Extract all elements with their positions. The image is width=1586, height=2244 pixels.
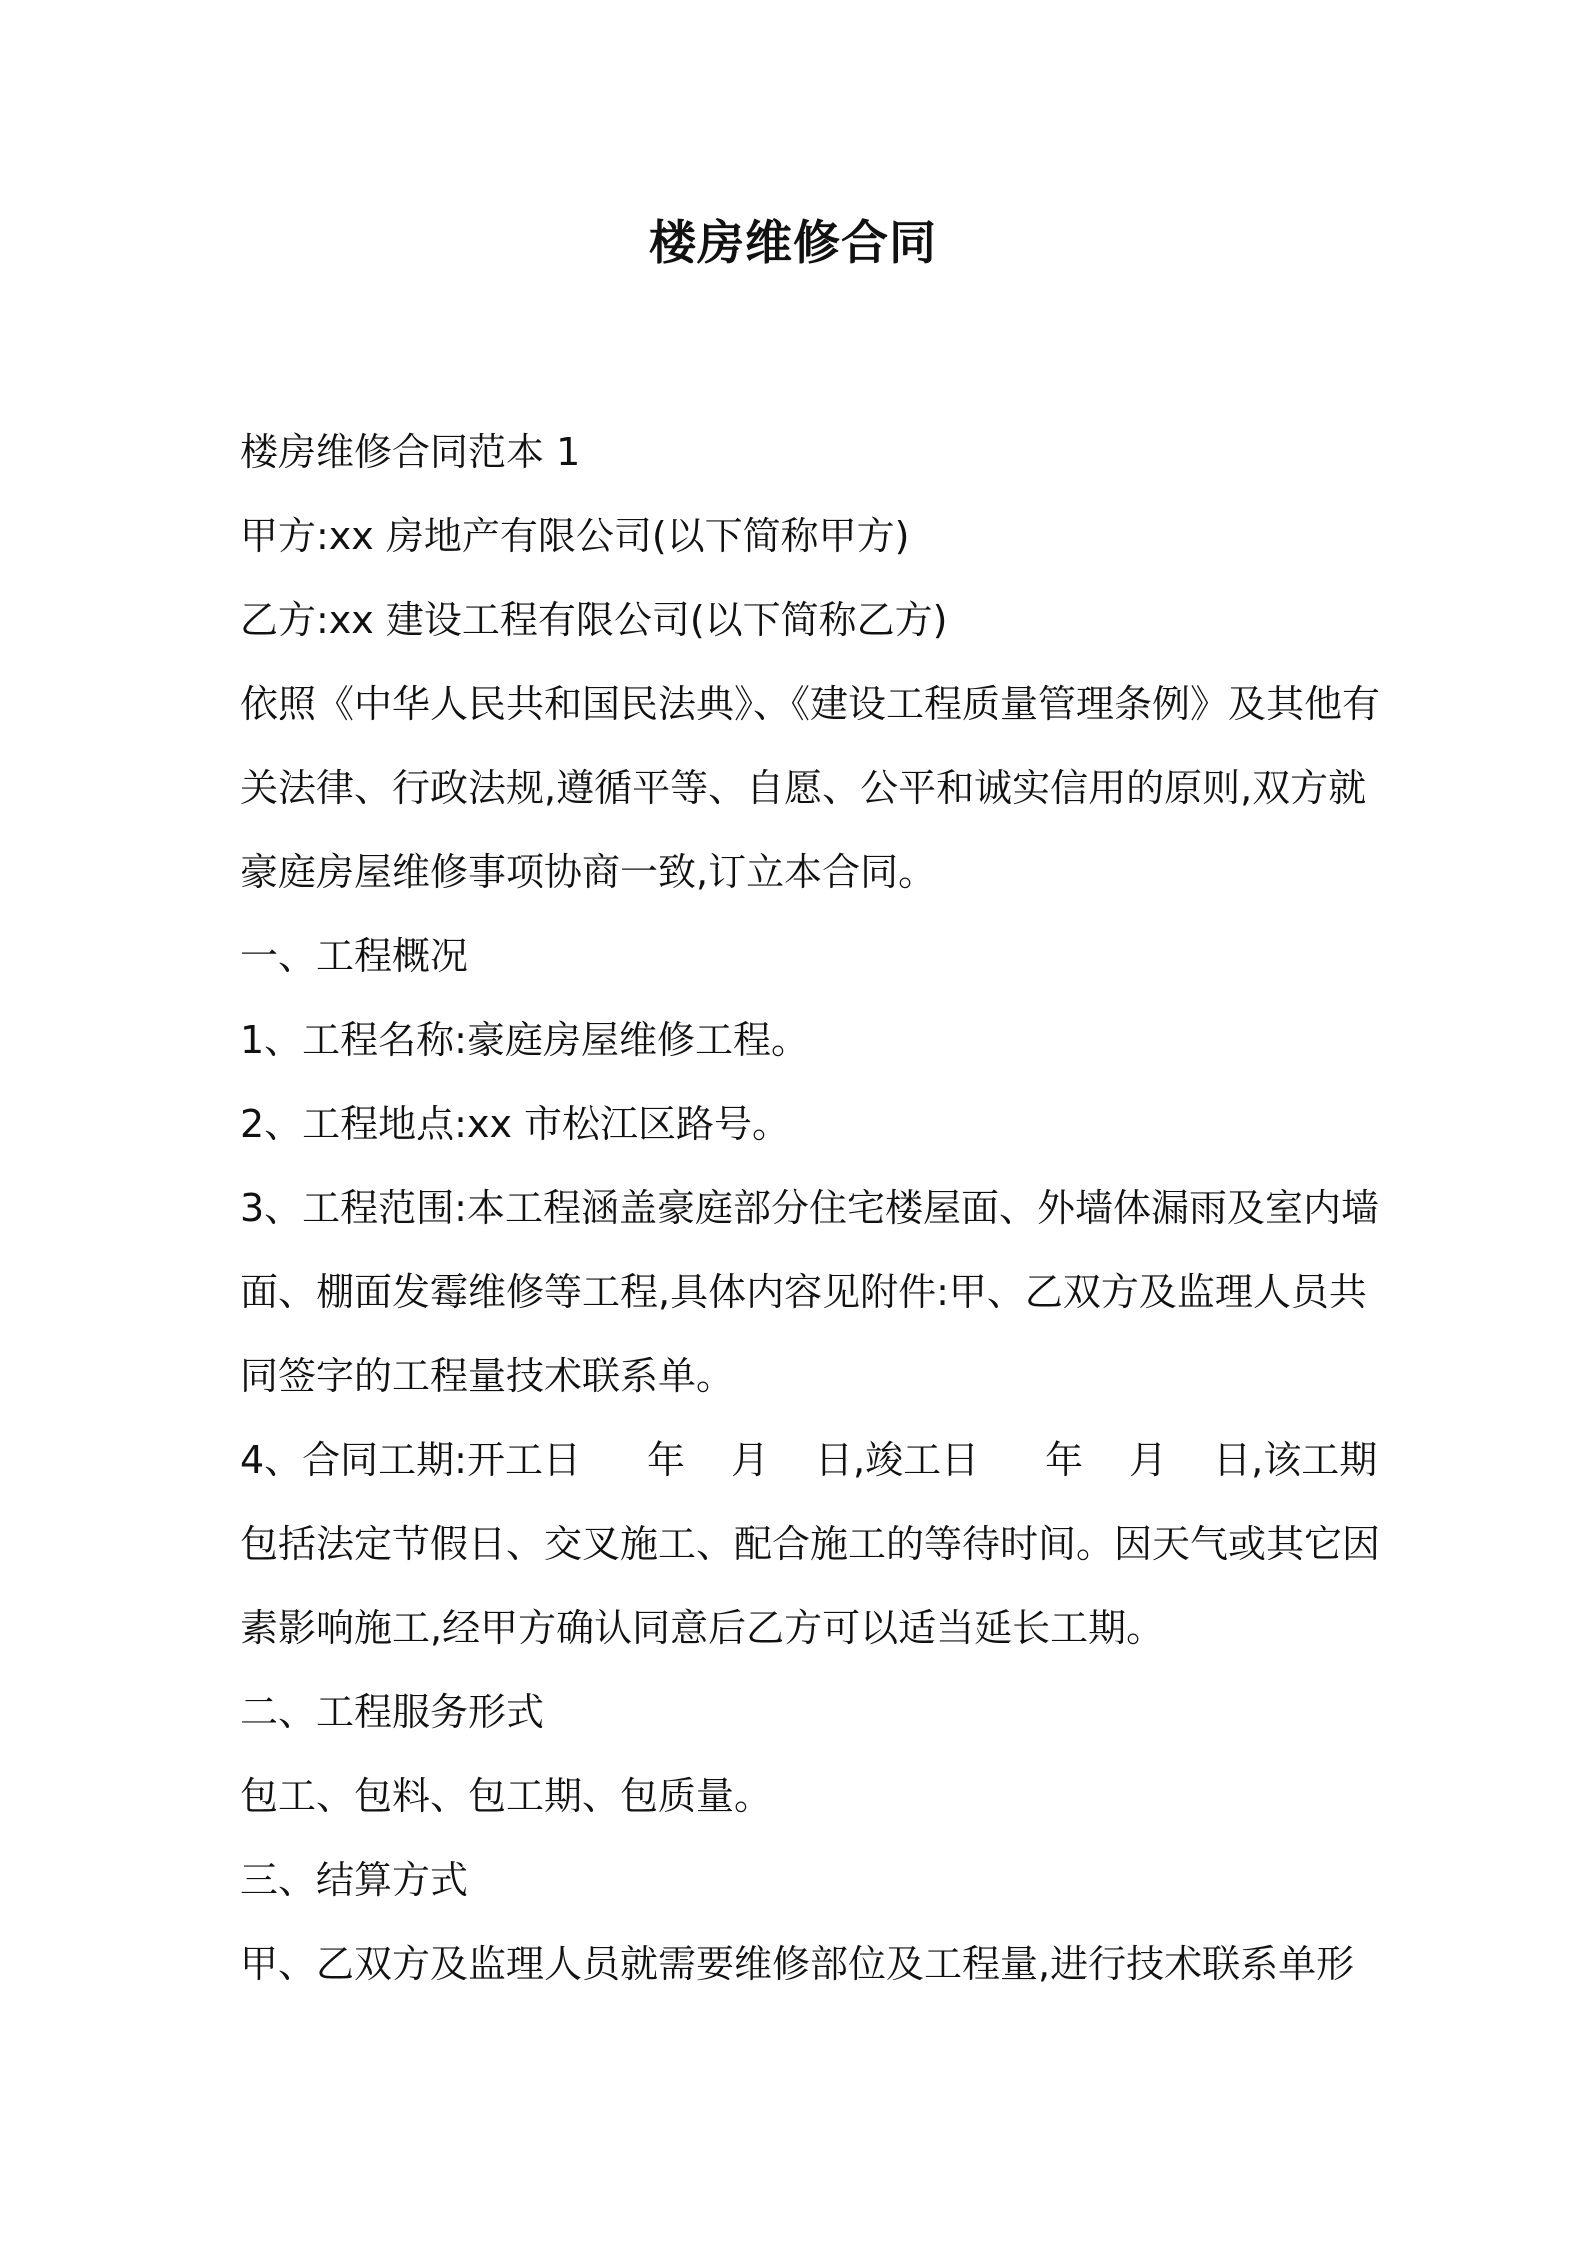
clause-line: 同签字的工程量技术联系单。 bbox=[240, 1354, 735, 1398]
end-day-label: 日,该工期 bbox=[1213, 1438, 1378, 1482]
section-heading: 三、结算方式 bbox=[240, 1858, 469, 1902]
clause-line: 1、工程名称:豪庭房屋维修工程。 bbox=[240, 1018, 809, 1062]
document-title: 楼房维修合同 bbox=[649, 216, 937, 271]
start-day-label: 日,竣工日 bbox=[815, 1438, 980, 1482]
clause-line: 包括法定节假日、交叉施工、配合施工的等待时间。因天气或其它因 bbox=[240, 1522, 1381, 1566]
document-body bbox=[240, 410, 1381, 2006]
end-year-label: 年 bbox=[1045, 1438, 1084, 1482]
start-year-label: 年 bbox=[646, 1438, 685, 1482]
section-heading: 二、工程服务形式 bbox=[240, 1690, 545, 1734]
clause-line: 面、棚面发霉维修等工程,具体内容见附件:甲、乙双方及监理人员共 bbox=[240, 1270, 1367, 1314]
party-a-line: 甲方:xx 房地产有限公司(以下简称甲方) bbox=[240, 514, 910, 558]
clause-line: 2、工程地点:xx 市松江区路号。 bbox=[240, 1102, 791, 1146]
start-month-label: 月 bbox=[731, 1438, 770, 1482]
clause-line: 素影响施工,经甲方确认同意后乙方可以适当延长工期。 bbox=[240, 1606, 1165, 1650]
clause-line: 3、工程范围:本工程涵盖豪庭部分住宅楼屋面、外墙体漏雨及室内墙 bbox=[240, 1186, 1379, 1230]
period-label: 4、合同工期:开工日 bbox=[240, 1438, 581, 1482]
paragraph-line: 豪庭房屋维修事项协商一致,订立本合同。 bbox=[240, 850, 937, 894]
paragraph-line: 依照《中华人民共和国民法典》、《建设工程质量管理条例》及其他有 bbox=[240, 682, 1381, 726]
clause-line: 包工、包料、包工期、包质量。 bbox=[240, 1774, 773, 1818]
end-month-label: 月 bbox=[1129, 1438, 1168, 1482]
paragraph-line: 关法律、行政法规,遵循平等、自愿、公平和诚实信用的原则,双方就 bbox=[240, 766, 1367, 810]
contract-period-line bbox=[240, 1418, 1378, 1502]
section-heading: 一、工程概况 bbox=[240, 934, 469, 978]
subtitle-line: 楼房维修合同范本 1 bbox=[240, 430, 581, 474]
clause-line: 甲、乙双方及监理人员就需要维修部位及工程量,进行技术联系单形 bbox=[240, 1942, 1355, 1986]
party-b-line: 乙方:xx 建设工程有限公司(以下简称乙方) bbox=[240, 598, 948, 642]
